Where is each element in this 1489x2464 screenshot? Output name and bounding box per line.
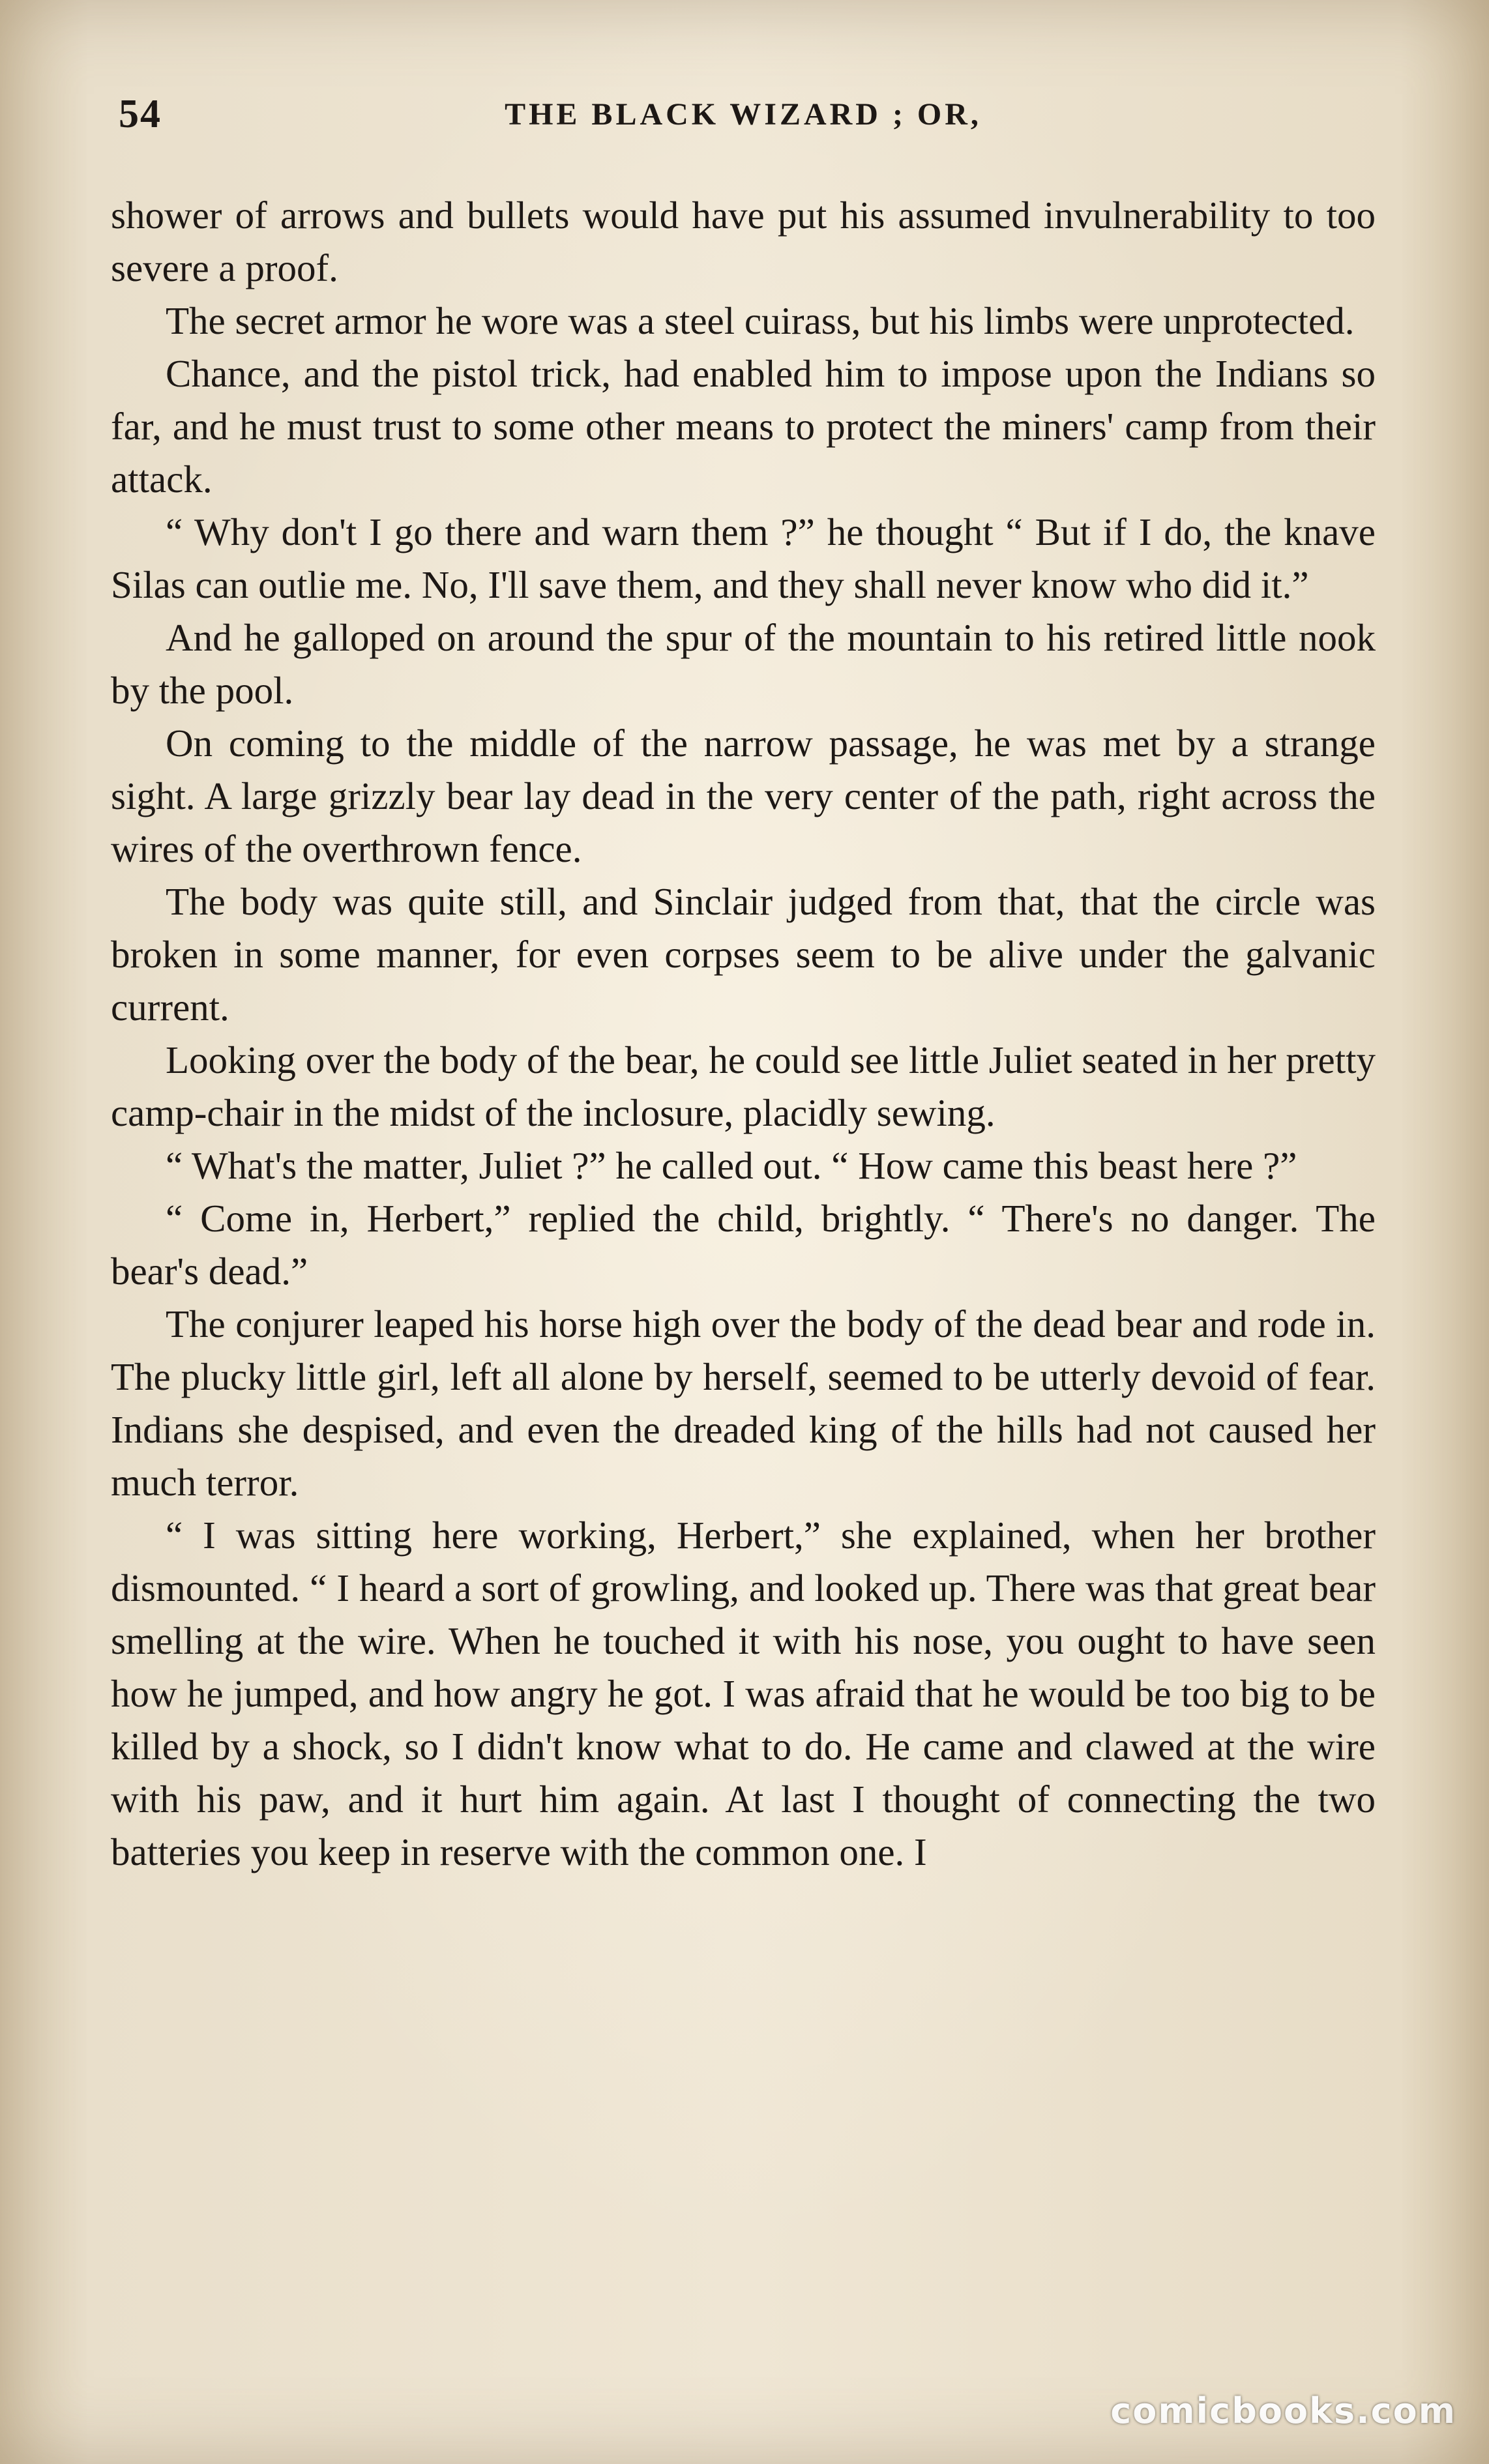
paragraph: Chance, and the pistol trick, had enabled him to impose upon the Indians so far, and he must trust to some other means to protect the miners' camp from their attack.	[111, 352, 1376, 501]
page-number: 54	[119, 92, 162, 136]
paragraph: “ I was sitting here working, Herbert,” she explained, when her brother dismounted. “ I heard a sort of growling, and looked up. There was that great bear smelling at the wire. When he touched it with his nose, you ought to have seen how he jumped, and how angry he got. I was afraid that he would be too big to be killed by a shock, so I didn't know what to do. He came and clawed at the wire with his paw, and it hurt him again. At last I thought of connecting the two batteries you keep in reserve with the common one. I	[111, 1514, 1376, 1873]
running-title: THE BLACK WIZARD ; OR,	[505, 97, 982, 132]
paragraph: “ What's the matter, Juliet ?” he called out. “ How came this beast here ?”	[166, 1144, 1297, 1187]
running-head	[111, 91, 1376, 137]
paragraph: The secret armor he wore was a steel cuirass, but his limbs were unprotected.	[166, 299, 1355, 342]
paragraph: “ Come in, Herbert,” replied the child, brightly. “ There's no danger. The bear's dead.”	[111, 1197, 1376, 1293]
paragraph: The conjurer leaped his horse high over the body of the dead bear and rode in. The plucky little girl, left all alone by herself, seemed to be utterly devoid of fear. Indians she despised, and even the dreaded king of the hills had not caused her much terror.	[111, 1302, 1376, 1504]
paragraph: On coming to the middle of the narrow passage, he was met by a strange sight. A large grizzly bear lay dead in the very center of the path, right across the wires of the overthrown fence.	[111, 722, 1376, 870]
paragraph: And he galloped on around the spur of the mountain to his retired little nook by the pool.	[111, 616, 1376, 712]
site-watermark: comicbooks.com	[1110, 2390, 1456, 2431]
body-text	[111, 189, 1376, 1879]
paragraph: Looking over the body of the bear, he could see little Juliet seated in her pretty camp-chair in the midst of the inclosure, placidly sewing.	[111, 1038, 1376, 1134]
paragraph: The body was quite still, and Sinclair judged from that, that the circle was broken in some manner, for even corpses seem to be alive under the galvanic current.	[111, 880, 1376, 1029]
paragraph: “ Why don't I go there and warn them ?” he thought “ But if I do, the knave Silas can outlie me. No, I'll save them, and they shall never know who did it.”	[111, 510, 1376, 606]
paragraph: shower of arrows and bullets would have put his assumed invulnerability to too severe a proof.	[111, 194, 1376, 289]
